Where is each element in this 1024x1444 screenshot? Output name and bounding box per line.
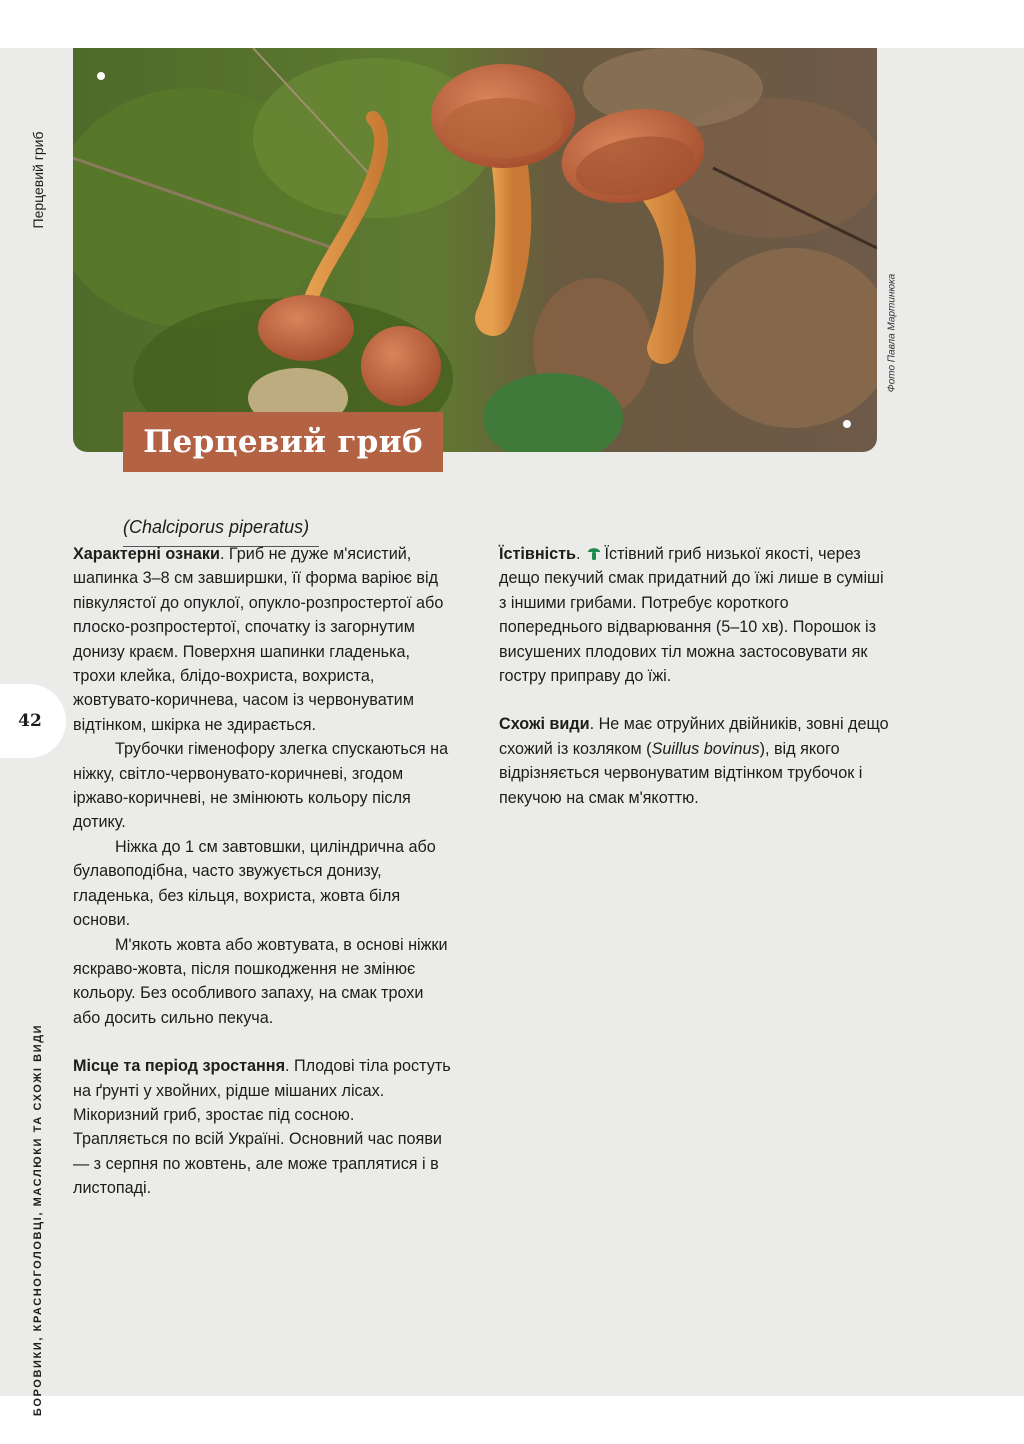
edibility-dot: .: [576, 545, 581, 563]
similar-text-1: . Не має отруйних двійників, зовні дещо схожий із козляком (: [499, 715, 889, 758]
photo-credit-text: Фото Павла Мартинюка: [886, 273, 898, 393]
page-title: Перцевий гриб: [143, 424, 423, 460]
page-number-tab: [0, 684, 66, 758]
features-heading: Характерні ознаки: [73, 545, 220, 563]
page-background: [0, 48, 1024, 1417]
edibility-paragraph: [499, 542, 889, 688]
flesh-paragraph: М'якоть жовта або жовтувата, в основі ніжки яскраво-жовта, після пошкодження не змінює кольору. Без особливого запаху, на смак трохи або досить сильно пекуча.: [73, 935, 448, 1027]
page-number: 42: [18, 711, 42, 731]
side-section-title: [18, 1020, 58, 1420]
habitat-heading: Місце та період зростання: [73, 1057, 286, 1076]
right-column: [499, 542, 889, 810]
stem-paragraph: Ніжка до 1 см завтовшки, циліндрична або булавоподібна, часто звужується донизу, гладенька, без кільця, вохриста, жовта біля основи.: [73, 837, 436, 930]
tubes-paragraph: Трубочки гіменофору злегка спускаються на ніжку, світло-червонувато-коричневі, згодом іржаво-коричневі, не змінюють кольору після дотику.: [73, 740, 449, 832]
similar-text-2: ), від якого відрізняється червонуватим відтінком трубочок і пекучою на смак м'якоттю.: [499, 739, 863, 807]
features-text: . Гриб не дуже м'ясистий, шапинка 3–8 см завширшки, її форма варіює від півкулястої до опуклої, опукло-розпростертої або плоско-розпростертої, спочатку із загорнутим донизу краєм. Поверхня шапинки гладенька, трохи клейка, блідо-вохриста, вохриста, жовтувато-коричнева, часом із червонуватим відтінком, шкірка не здирається.: [73, 545, 444, 734]
features-paragraph: [73, 542, 453, 737]
edibility-heading: Їстівність: [499, 545, 577, 563]
habitat-paragraph: [73, 1054, 453, 1200]
left-column: [73, 542, 453, 1201]
side-running-title-text: Перцевий гриб: [30, 131, 46, 229]
photo-credit: [880, 248, 904, 418]
latin-name: (Chalciporus piperatus): [123, 517, 319, 547]
edibility-text: Їстівний гриб низької якості, через дещо пекучий смак придатний до їжі лише в суміші з іншими грибами. Потребує короткого попереднього відварювання (5–10 хв). Порошок із висушених плодових тіл можна застосовувати як гостру приправу до їжі.: [499, 545, 884, 686]
similar-latin-name: Suillus bovinus: [651, 739, 760, 758]
habitat-text: . Плодові тіла ростуть на ґрунті у хвойних, рідше мішаних лісах. Мікоризний гриб, зростає під сосною. Трапляється по всій Україні. Основний час появи — з серпня по жовтень, але може траплятися і в листопаді.: [73, 1057, 451, 1198]
mushroom-photo: [73, 48, 877, 452]
similar-heading: Схожі види: [499, 715, 590, 734]
side-section-title-text: БОРОВИКИ, КРАСНОГОЛОВЦІ, МАСЛЮКИ ТА СХОЖІ ВИДИ: [32, 1023, 44, 1417]
similar-paragraph: [499, 712, 889, 810]
side-running-title: [18, 120, 58, 240]
mushroom-icon: [587, 545, 601, 561]
title-banner: [123, 412, 443, 472]
